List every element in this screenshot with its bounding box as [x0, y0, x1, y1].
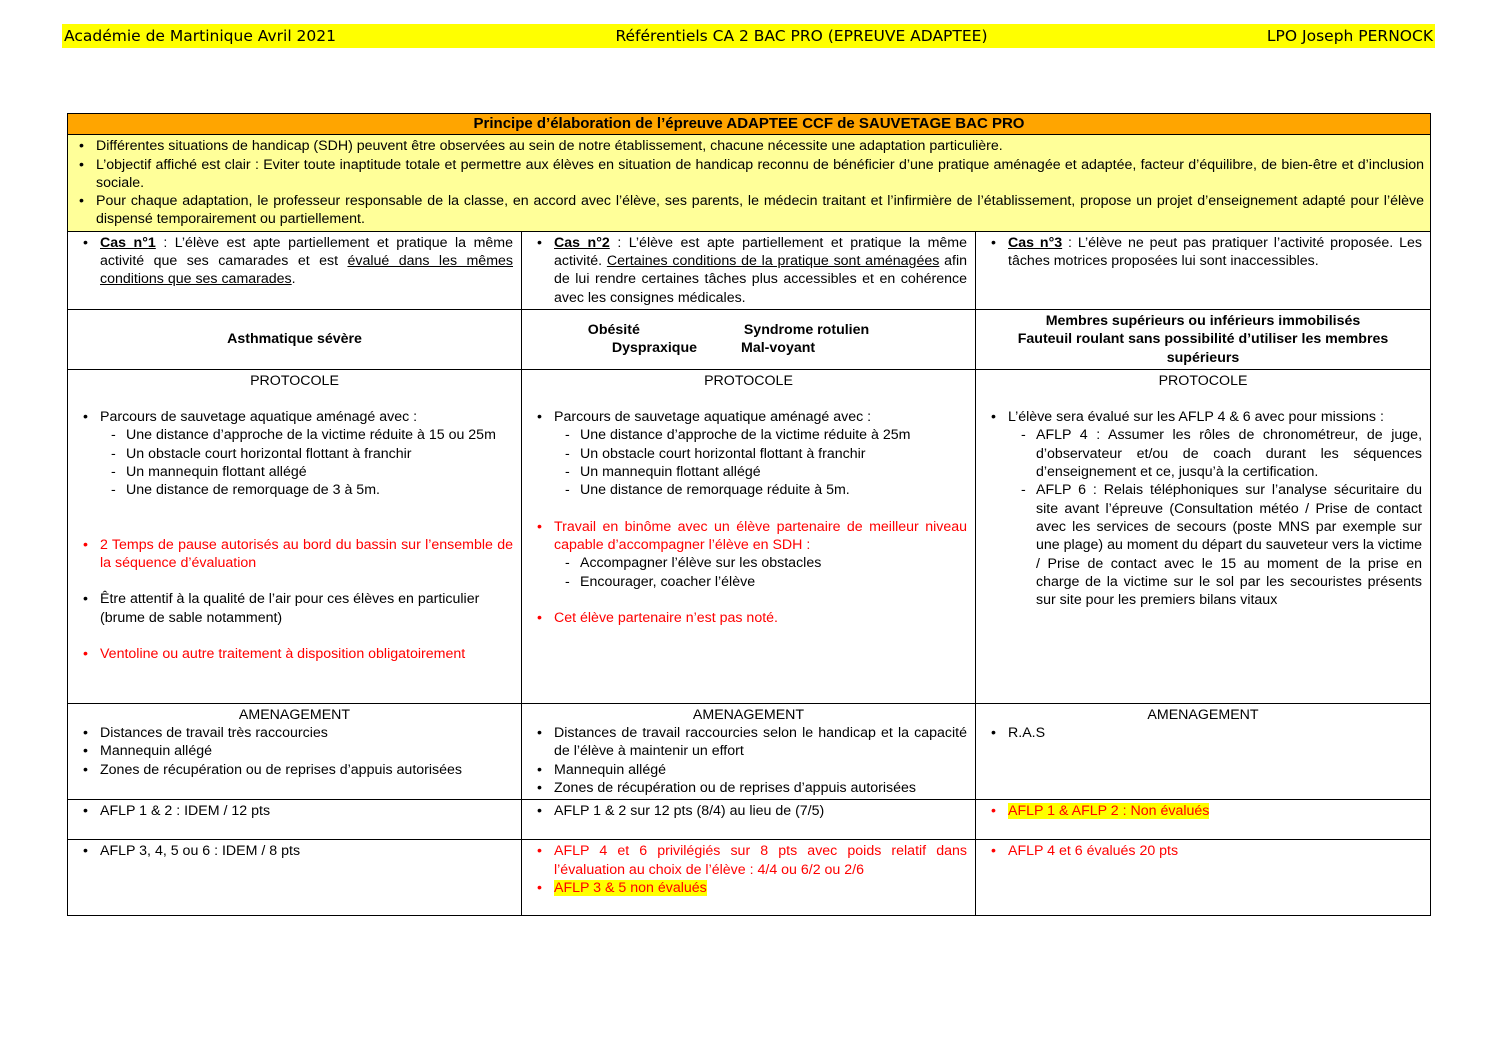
- air-note: • Être attentif à la qualité de l’air pour ces élèves en particulier (brume de sable notamment): [100, 590, 513, 627]
- binome-note: [554, 518, 967, 555]
- profile-membres: Membres supérieurs ou inférieurs immobilisés: [1045, 312, 1361, 329]
- protocole-item: - AFLP 4 : Assumer les rôles de chronométreur, de juge, d’observateur et/ou de coach durant les séquences d’enseignement et ce, jusqu’à la certification.: [1036, 426, 1422, 481]
- amenagement-col3: [976, 703, 1431, 799]
- protocole-intro: • Parcours de sauvetage aquatique aménagé avec :: [100, 408, 513, 426]
- profile-col1: Asthmatique sévère: [68, 309, 522, 369]
- case-1-cell: [68, 231, 522, 309]
- amenagement-label: AMENAGEMENT: [238, 706, 351, 723]
- aflp3456-col2: [522, 840, 976, 916]
- aflp12-row: [68, 800, 1431, 840]
- profile-dyspraxique: Dyspraxique: [611, 340, 698, 357]
- case-text: : L’élève ne peut pas pratiquer l’activité proposée. Les tâches motrices proposées lui sont inaccessibles.: [1008, 234, 1423, 270]
- main-table: [67, 113, 1431, 916]
- aflp12-text: • AFLP 1 & 2 sur 12 pts (8/4) au lieu de (7/5): [554, 802, 967, 820]
- aflp35-highlight: AFLP 3 & 5 non évalués: [554, 879, 707, 896]
- binome-item: - Encourager, coacher l’élève: [580, 573, 967, 591]
- intro-cell: [68, 135, 1431, 231]
- protocole-intro: • Parcours de sauvetage aquatique aménagé avec :: [554, 408, 967, 426]
- aflp12-col1: [68, 800, 522, 840]
- protocole-item: - AFLP 6 : Relais téléphoniques sur l’analyse sécuritaire du site avant l’épreuve (Consultation météo / Prise de contact avec les services de secours (poste MNS par exemple sur une plage) au moment du départ du sauveteur vers la victime / Prise de contact avec le 15 au moment de la prise en charge de la victime sur le sol par les secouristes présents sur site pour les premiers bilans vitaux: [1036, 481, 1422, 609]
- cases-row: [68, 231, 1431, 309]
- protocole-item: - Un mannequin flottant allégé: [580, 463, 967, 481]
- profiles-row: [68, 309, 1431, 369]
- amenagement-item: • Distances de travail très raccourcies: [100, 724, 513, 742]
- binome-red: Travail en binôme: [554, 518, 672, 535]
- protocole-label: PROTOCOLE: [704, 372, 793, 389]
- protocole-item: - Une distance de remorquage de 3 à 5m.: [126, 481, 513, 499]
- partenaire-note: [554, 609, 967, 627]
- binome-rest: avec un élève partenaire de meilleur niveau capable d’accompagner l’élève en SDH :: [554, 518, 967, 553]
- amenagement-item: • Mannequin allégé: [554, 761, 967, 779]
- profile-col3: [976, 309, 1431, 369]
- header-right: LPO Joseph PERNOCK: [1266, 27, 1433, 45]
- protocole-item: - Un obstacle court horizontal flottant à franchir: [580, 445, 967, 463]
- aflp3456-text: [1008, 842, 1422, 860]
- amenagement-item: • Distances de travail raccourcies selon le handicap et la capacité de l’élève à maintenir un effort: [554, 724, 967, 761]
- case-text: : L’élève est apte partiellement et pratique la même activité que ses camarades et est: [100, 234, 514, 270]
- aflp3456-text: • AFLP 3, 4, 5 ou 6 : IDEM / 8 pts: [100, 842, 513, 860]
- protocole-col3: [976, 369, 1431, 703]
- aflp35-text: [554, 879, 967, 897]
- profile-malvoyant: Mal-voyant: [741, 340, 816, 357]
- amenagement-item: • R.A.S: [1008, 724, 1422, 742]
- profile-col2: [522, 309, 976, 369]
- amenagement-col1: [68, 703, 522, 799]
- pause-note: • 2 Temps de pause autorisés au bord du bassin sur l’ensemble de la séquence d’évaluation: [100, 536, 513, 573]
- protocole-col1: [68, 369, 522, 703]
- intro-item: • Pour chaque adaptation, le professeur responsable de la classe, en accord avec l’élève, ses parents, le médecin traitant et l’infirmière de l’établissement, propose un projet d’enseignement adapté pour l’élève dispensé temporairement ou partiellement.: [96, 192, 1424, 229]
- binome-item: - Accompagner l’élève sur les obstacles: [580, 554, 967, 572]
- amenagement-item: • Mannequin allégé: [100, 742, 513, 760]
- case-underlined: Certaines conditions de la pratique sont aménagées: [606, 253, 940, 270]
- document-header-bar: [62, 24, 1435, 48]
- amenagement-label: AMENAGEMENT: [1147, 706, 1259, 723]
- protocole-item: - Une distance de remorquage réduite à 5m.: [580, 481, 967, 499]
- case-text-end: .: [291, 271, 296, 288]
- protocole-item: - Une distance d’approche de la victime réduite à 25m: [580, 426, 967, 444]
- amenagement-item: • Zones de récupération ou de reprises d’appuis autorisées: [554, 779, 967, 797]
- ventoline-note: • Ventoline ou autre traitement à disposition obligatoirement: [100, 645, 513, 663]
- protocole-label: PROTOCOLE: [1158, 372, 1248, 389]
- header-center: Référentiels CA 2 BAC PRO (EPREUVE ADAPTEE): [615, 27, 988, 45]
- aflp3456-col1: [68, 840, 522, 916]
- aflp12-highlight: AFLP 1 & AFLP 2 : Non évalués: [1008, 803, 1210, 820]
- aflp12-text: [1008, 802, 1422, 820]
- header-left: Académie de Martinique Avril 2021: [64, 27, 337, 45]
- aflp3456-col3: [976, 840, 1431, 916]
- amenagement-col2: [522, 703, 976, 799]
- aflp12-col2: [522, 800, 976, 840]
- case-text-end: afin de lui rendre certaines tâches plus accessibles et en cohérence avec les consignes médicales.: [554, 253, 967, 306]
- profile-fauteuil: Fauteuil roulant sans possibilité d’utiliser les membres supérieurs: [1017, 331, 1389, 366]
- protocole-label: PROTOCOLE: [250, 372, 339, 389]
- amenagement-item: • Zones de récupération ou de reprises d’appuis autorisées: [100, 761, 513, 779]
- amenagement-label: AMENAGEMENT: [692, 706, 805, 723]
- case-label: Cas n°1: [100, 234, 156, 251]
- aflp46-red: AFLP 4 et 6 privilégiés sur 8 pts: [554, 843, 798, 860]
- intro-item: • L’objectif affiché est clair : Eviter toute inaptitude totale et permettre aux élèves en situation de handicap reconnu de bénéficier d’une pratique aménagée et adaptée, facteur d’équilibre, de bien-être et d’inclusion sociale.: [96, 156, 1424, 193]
- protocole-item: - Un obstacle court horizontal flottant à franchir: [126, 445, 513, 463]
- aflp12-text: • AFLP 1 & 2 : IDEM / 12 pts: [100, 802, 513, 820]
- case-underlined: évalué dans les mêmes conditions que ses camarades: [100, 253, 513, 288]
- protocole-col2: [522, 369, 976, 703]
- aflp3456-row: [68, 840, 1431, 916]
- case-2-cell: [522, 231, 976, 309]
- partenaire-end: .: [774, 609, 778, 626]
- amenagement-row: [68, 703, 1431, 799]
- case-text: : L’élève est apte partiellement et pratique la même activité.: [554, 234, 968, 270]
- partenaire-red: Cet élève partenaire n’est pas noté: [554, 609, 775, 626]
- profile-syndrome: Syndrome rotulien: [743, 322, 870, 339]
- title-row: [68, 114, 1431, 135]
- protocole-item: - Un mannequin flottant allégé: [126, 463, 513, 481]
- aflp12-col3: [976, 800, 1431, 840]
- aflp3456-text: [554, 842, 967, 879]
- case-3-cell: [976, 231, 1431, 309]
- profile-obesite: Obésité: [587, 322, 640, 339]
- intro-row: [68, 135, 1431, 231]
- case-label: Cas n°3: [1008, 234, 1063, 251]
- aflp46-rest: avec poids relatif dans l’évaluation au choix de l’élève : 4/4 ou 6/2 ou 2/6: [554, 843, 967, 878]
- intro-item: • Différentes situations de handicap (SDH) peuvent être observées au sein de notre établissement, chacune nécessite une adaptation particulière.: [96, 137, 1424, 155]
- table-title: Principe d’élaboration de l’épreuve ADAPTEE CCF de SAUVETAGE BAC PRO: [68, 114, 1431, 135]
- protocole-row: [68, 369, 1431, 703]
- aflp46-eval: AFLP 4 et 6 évalués 20 pts: [1008, 843, 1179, 860]
- case-label: Cas n°2: [554, 234, 610, 251]
- protocole-item: - Une distance d’approche de la victime réduite à 15 ou 25m: [126, 426, 513, 444]
- protocole-intro: • L’élève sera évalué sur les AFLP 4 & 6 avec pour missions :: [1008, 408, 1422, 426]
